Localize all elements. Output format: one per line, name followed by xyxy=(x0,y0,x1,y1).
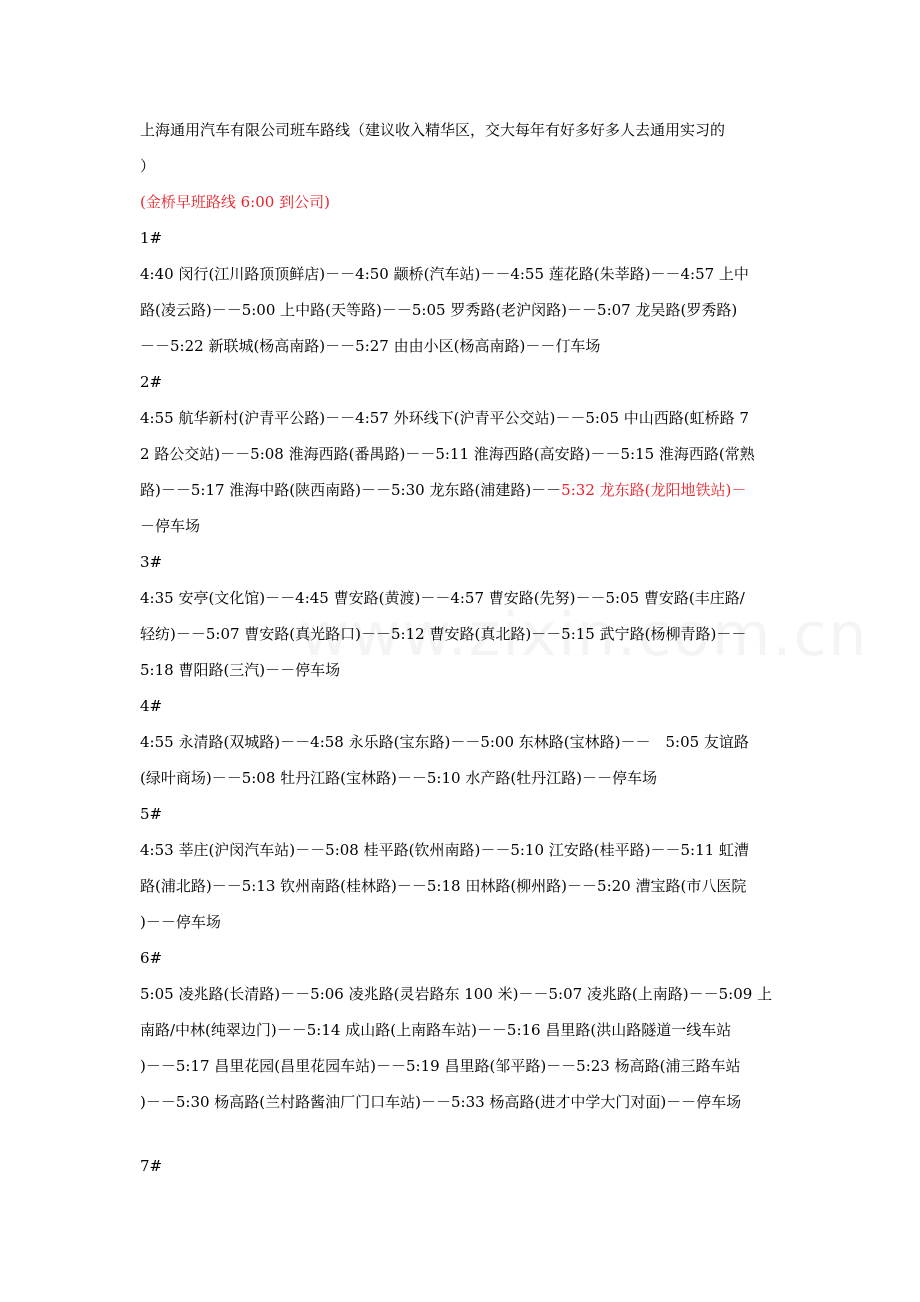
route-5-number: 5# xyxy=(140,805,163,823)
route-1-number: 1# xyxy=(140,229,163,247)
route-3-line-1: 4:35 安亭(文化馆)－－4:45 曹安路(黄渡)－－4:57 曹安路(先努)－－5:05 曹安路(丰庄路/ xyxy=(140,589,745,607)
document-title-line-2: ） xyxy=(140,157,156,175)
route-5-line-2: 路(浦北路)－－5:13 钦州南路(桂林路)－－5:18 田林路(柳州路)－－5:20 漕宝路(市八医院 xyxy=(140,877,747,895)
route-3-line-3: 5:18 曹阳路(三汽)－－停车场 xyxy=(140,661,341,679)
route-4-line-1: 4:55 永清路(双城路)－－4:58 永乐路(宝东路)－－5:00 东林路(宝林路)－－ 5:05 友谊路 xyxy=(140,733,749,751)
route-1-line-2: 路(凌云路)－－5:00 上中路(天等路)－－5:05 罗秀路(老沪闵路)－－5:07 龙吴路(罗秀路) xyxy=(140,301,738,319)
document-body xyxy=(140,112,780,1184)
route-7-number: 7# xyxy=(140,1157,163,1175)
document-title-line-1: 上海通用汽车有限公司班车路线（建议收入精华区，交大每年有好多好多人去通用实习的 xyxy=(140,121,726,139)
route-1-line-3: －－5:22 新联城(杨高南路)－－5:27 由由小区(杨高南路)－－仃车场 xyxy=(140,337,601,355)
route-2-line-4: －停车场 xyxy=(140,517,201,535)
route-2-line-3 xyxy=(140,472,780,508)
route-1-line-1: 4:40 闵行(江川路顶顶鲜店)－－4:50 颛桥(汽车站)－－4:55 莲花路(朱莘路)－－4:57 上中 xyxy=(140,265,749,283)
route-6-line-2: 南路/中林(纯翠边门)－－5:14 成山路(上南路车站)－－5:16 昌里路(洪山路隧道一线车站 xyxy=(140,1021,732,1039)
route-2-line-2: 2 路公交站)－－5:08 淮海西路(番禺路)－－5:11 淮海西路(高安路)－－5:15 淮海西路(常熟 xyxy=(140,445,755,463)
route-6-line-4: )－－5:30 杨高路(兰村路酱油厂门口车站)－－5:33 杨高路(进才中学大门对面)－－停车场 xyxy=(140,1093,742,1111)
route-4-line-2: (绿叶商场)－－5:08 牡丹江路(宝林路)－－5:10 水产路(牡丹江路)－－停车场 xyxy=(140,769,658,787)
route-6-line-3: )－－5:17 昌里花园(昌里花园车站)－－5:19 昌里路(邹平路)－－5:23 杨高路(浦三路车站 xyxy=(140,1057,741,1075)
route-2-highlight: 5:32 龙东路(龙阳地铁站)－ xyxy=(561,481,747,499)
document-subtitle: (金桥早班路线 6:00 到公司) xyxy=(140,193,330,211)
route-3-number: 3# xyxy=(140,553,163,571)
route-4-number: 4# xyxy=(140,697,163,715)
route-2-line-3-text: 路)－－5:17 淮海中路(陕西南路)－－5:30 龙东路(浦建路)－－ xyxy=(140,481,562,499)
route-5-line-1: 4:53 莘庄(沪闵汽车站)－－5:08 桂平路(钦州南路)－－5:10 江安路(桂平路)－－5:11 虹漕 xyxy=(140,841,749,859)
route-3-line-2: 轻纺)－－5:07 曹安路(真光路口)－－5:12 曹安路(真北路)－－5:15 武宁路(杨柳青路)－－ xyxy=(140,625,747,643)
route-2-number: 2# xyxy=(140,373,163,391)
route-2-line-1: 4:55 航华新村(沪青平公路)－－4:57 外环线下(沪青平公交站)－－5:05 中山西路(虹桥路 7 xyxy=(140,409,749,427)
route-6-number: 6# xyxy=(140,949,163,967)
route-6-line-1: 5:05 凌兆路(长清路)－－5:06 凌兆路(灵岩路东 100 米)－－5:07 凌兆路(上南路)－－5:09 上 xyxy=(140,985,773,1003)
route-5-line-3: )－－停车场 xyxy=(140,913,221,931)
paragraph-gap xyxy=(140,1120,780,1148)
